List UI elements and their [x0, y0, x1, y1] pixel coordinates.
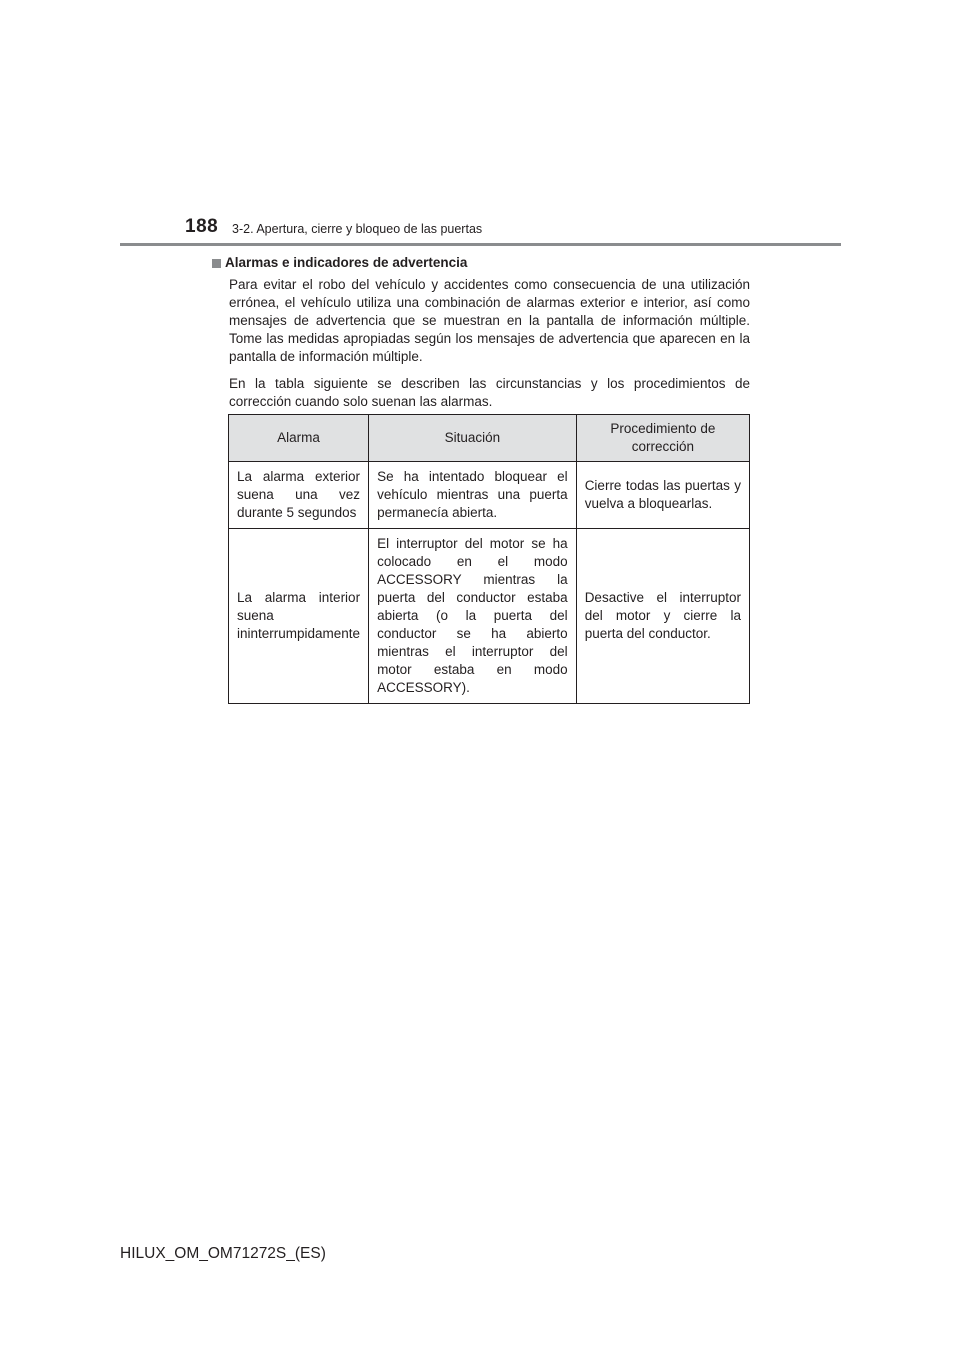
table-cell-situation: Se ha intentado bloquear el vehículo mientras una puerta permanecía abierta.: [369, 462, 577, 529]
header-alarm: Alarma: [229, 415, 369, 462]
section-title: 3-2. Apertura, cierre y bloqueo de las puertas: [232, 222, 483, 236]
table-row: [229, 462, 750, 529]
content-section: [212, 254, 750, 420]
table-row: [229, 529, 750, 704]
alarm-table: [228, 414, 750, 704]
table-cell-alarm: La alarma interior suena ininterrumpidamente: [229, 529, 369, 704]
header-procedure: Procedimiento de corrección: [576, 415, 749, 462]
page-number: 188: [185, 216, 219, 237]
header-situation: Situación: [369, 415, 577, 462]
section-heading: [212, 254, 750, 272]
square-bullet-icon: [212, 259, 221, 268]
footer-document-code: HILUX_OM_OM71272S_(ES): [120, 1245, 326, 1262]
table-header-row: [229, 415, 750, 462]
header-divider: [120, 243, 841, 246]
table-cell-procedure: Cierre todas las puertas y vuelva a bloquearlas.: [576, 462, 749, 529]
intro-paragraph: Para evitar el robo del vehículo y accidentes como consecuencia de una utilización errónea, el vehículo utiliza una combinación de alarmas exterior e interior, así como mensajes de advertencia que se muestran en la pantalla de información múltiple. Tome las medidas apropiadas según los mensajes de advertencia que aparecen en la pantalla de información múltiple.: [229, 277, 750, 364]
table-cell-procedure: Desactive el interruptor del motor y cierre la puerta del conductor.: [576, 529, 749, 704]
table-cell-alarm: La alarma exterior suena una vez durante 5 segundos: [229, 462, 369, 529]
table-intro-paragraph: En la tabla siguiente se describen las circunstancias y los procedimientos de corrección cuando solo suenan las alarmas.: [229, 376, 750, 409]
table-cell-situation: El interruptor del motor se ha colocado en el modo ACCESSORY mientras la puerta del conductor estaba abierta (o la puerta del conductor se ha abierto mientras el interruptor del motor estaba en modo ACCESSORY).: [369, 529, 577, 704]
heading-text: Alarmas e indicadores de advertencia: [225, 255, 468, 270]
